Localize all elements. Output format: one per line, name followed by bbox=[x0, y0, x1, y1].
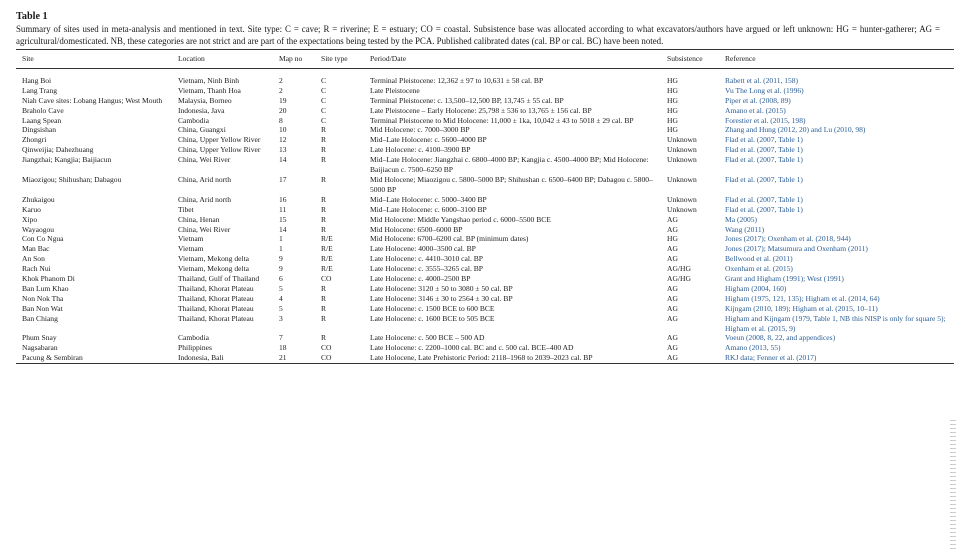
cell-site-type: C bbox=[321, 105, 327, 115]
cell-period: Late Holocene: 4000–3500 cal. BP bbox=[370, 244, 476, 254]
cell-site: Qinweijia; Dahezhuang bbox=[22, 145, 94, 155]
cell-site-type: R bbox=[321, 333, 327, 343]
header-subsistence: Subsistence bbox=[667, 54, 703, 63]
cell-subsistence: Unknown bbox=[667, 204, 697, 214]
cell-location: Cambodia bbox=[178, 333, 210, 343]
cell-map-no: 18 bbox=[279, 343, 287, 353]
cell-location: Vietnam, Mekong delta bbox=[178, 264, 250, 274]
cell-site: Rach Nui bbox=[22, 264, 51, 274]
cell-subsistence: AG/HG bbox=[667, 264, 691, 274]
cell-reference[interactable]: Oxenham et al. (2015) bbox=[725, 264, 793, 274]
cell-site: Pacung & Sembiran bbox=[22, 353, 83, 363]
cell-reference[interactable]: Flad et al. (2007, Table 1) bbox=[725, 204, 803, 214]
cell-location: China, Henan bbox=[178, 214, 220, 224]
cell-site: Niah Cave sites: Lobang Hangus; West Mouth bbox=[22, 95, 163, 105]
table-row bbox=[16, 304, 954, 314]
cell-location: Vietnam bbox=[178, 234, 204, 244]
cell-subsistence: Unknown bbox=[667, 194, 697, 204]
cell-site: Wayaogou bbox=[22, 224, 55, 234]
cell-reference[interactable]: Ma (2005) bbox=[725, 214, 758, 224]
cell-map-no: 1 bbox=[279, 234, 283, 244]
table-row bbox=[16, 264, 954, 274]
cell-subsistence: AG bbox=[667, 254, 678, 264]
cell-subsistence: Unknown bbox=[667, 155, 697, 165]
cell-map-no: 17 bbox=[279, 174, 287, 184]
cell-subsistence: HG bbox=[667, 115, 678, 125]
cell-site-type: R bbox=[321, 174, 327, 184]
cell-site-type: R/E bbox=[321, 254, 333, 264]
cell-reference[interactable]: Forestier et al. (2015, 198) bbox=[725, 115, 806, 125]
cell-subsistence: HG bbox=[667, 234, 678, 244]
cell-subsistence: HG bbox=[667, 75, 678, 85]
cell-subsistence: AG/HG bbox=[667, 274, 691, 284]
cell-period: Mid–Late Holocene: c. 6000–3100 BP bbox=[370, 204, 487, 214]
cell-period: Terminal Pleistocene: 12,362 ± 97 to 10,631 ± 58 cal. BP bbox=[370, 75, 544, 85]
cell-site-type: R bbox=[321, 283, 327, 293]
cell-subsistence: AG bbox=[667, 283, 678, 293]
cell-site: Man Bac bbox=[22, 244, 50, 254]
table-row bbox=[16, 135, 954, 145]
cell-map-no: 4 bbox=[279, 293, 283, 303]
cell-site: Ban Chiang bbox=[22, 313, 58, 323]
cell-reference[interactable]: Kijngam (2010, 189); Higham et al. (2015, 10–11) bbox=[725, 303, 878, 313]
cell-site: Nagsabaran bbox=[22, 343, 58, 353]
table-row bbox=[16, 106, 954, 116]
cell-subsistence: AG bbox=[667, 333, 678, 343]
cell-period: Mid–Late Holocene: Jiangzhai c. 6800–4000 BP; Kangjia c. 4500–4000 BP; Mid Holocene: Baijiacun c. 7500–6250 BP bbox=[370, 155, 649, 175]
table-row bbox=[16, 96, 954, 106]
cell-site-type: C bbox=[321, 75, 327, 85]
cell-location: China, Upper Yellow River bbox=[178, 135, 261, 145]
cell-site-type: R bbox=[321, 313, 327, 323]
cell-map-no: 20 bbox=[279, 105, 287, 115]
cell-site-type: R bbox=[321, 125, 327, 135]
cell-map-no: 6 bbox=[279, 274, 283, 284]
table-row bbox=[16, 215, 954, 225]
cell-site: Lang Trang bbox=[22, 85, 58, 95]
cell-period: Terminal Pleistocene to Mid Holocene: 11,000 ± 1ka, 10,042 ± 43 to 5018 ± 29 cal. BP bbox=[370, 115, 634, 125]
cell-reference[interactable]: Flad et al. (2007, Table 1) bbox=[725, 145, 803, 155]
cell-period: Mid Holocene; Miaozigou c. 5800–5000 BP; Shihushan c. 6500–6400 BP; Dabagou c. 5800–5000 BP bbox=[370, 174, 653, 194]
cell-subsistence: AG bbox=[667, 343, 678, 353]
cell-location: Thailand, Khorat Plateau bbox=[178, 283, 254, 293]
cell-period: Late Pleistocene bbox=[370, 85, 420, 95]
cell-location: China, Wei River bbox=[178, 155, 231, 165]
header-period: Period/Date bbox=[370, 54, 407, 63]
table-row bbox=[16, 274, 954, 284]
cell-location: Vietnam, Thanh Hoa bbox=[178, 85, 241, 95]
cell-map-no: 7 bbox=[279, 333, 283, 343]
cell-subsistence: AG bbox=[667, 244, 678, 254]
cell-period: Terminal Pleistocene: c. 13,500–12,500 BP, 13,745 ± 55 cal. BP bbox=[370, 95, 564, 105]
table-row bbox=[16, 86, 954, 96]
cell-map-no: 5 bbox=[279, 283, 283, 293]
cell-site: Khok Phanom Di bbox=[22, 274, 75, 284]
cell-reference[interactable]: Voeun (2008, 8, 22, and appendices) bbox=[725, 333, 836, 343]
table-row bbox=[16, 254, 954, 264]
cell-subsistence: HG bbox=[667, 105, 678, 115]
cell-reference[interactable]: Wang (2011) bbox=[725, 224, 765, 234]
cell-reference[interactable]: Jones (2017); Matsumura and Oxenham (2011) bbox=[725, 244, 868, 254]
header-map-no: Map no bbox=[279, 54, 303, 63]
cell-reference[interactable]: Amano et al. (2015) bbox=[725, 105, 786, 115]
cell-map-no: 10 bbox=[279, 125, 287, 135]
cell-site: Zhukaigou bbox=[22, 194, 55, 204]
cell-site: Ban Non Wat bbox=[22, 303, 63, 313]
cell-period: Late Holocene: c. 4100–3900 BP bbox=[370, 145, 471, 155]
cell-map-no: 2 bbox=[279, 75, 283, 85]
cell-site-type: CO bbox=[321, 274, 332, 284]
cell-map-no: 2 bbox=[279, 85, 283, 95]
header-site: Site bbox=[22, 54, 34, 63]
cell-location: Thailand, Gulf of Thailand bbox=[178, 274, 260, 284]
cell-site-type: R bbox=[321, 145, 327, 155]
cell-reference[interactable]: Flad et al. (2007, Table 1) bbox=[725, 155, 803, 165]
cell-reference[interactable]: Higham and Kijngam (1979, Table 1, NB this NISP is only for square 5); Higham et al. (2015, 9) bbox=[725, 313, 946, 333]
cell-period: Mid–Late Holocene: c. 5600–4000 BP bbox=[370, 135, 487, 145]
table-row bbox=[16, 314, 954, 334]
cell-reference[interactable]: Jones (2017); Oxenham et al. (2018, 944) bbox=[725, 234, 851, 244]
cell-period: Late Holocene: c. 2200–1000 cal. BC and c. 500 cal. BCE–400 AD bbox=[370, 343, 574, 353]
cell-period: Mid Holocene: c. 7000–3000 BP bbox=[370, 125, 470, 135]
cell-reference[interactable]: Flad et al. (2007, Table 1) bbox=[725, 174, 803, 184]
cell-location: China, Arid north bbox=[178, 194, 232, 204]
cell-location: China, Upper Yellow River bbox=[178, 145, 261, 155]
cell-reference[interactable]: Flad et al. (2007, Table 1) bbox=[725, 135, 803, 145]
cell-map-no: 1 bbox=[279, 244, 283, 254]
cell-location: Philippines bbox=[178, 343, 212, 353]
cell-site-type: R bbox=[321, 293, 327, 303]
table-row bbox=[16, 205, 954, 215]
cell-location: Cambodia bbox=[178, 115, 210, 125]
cell-map-no: 13 bbox=[279, 145, 287, 155]
cell-period: Late Holocene: c. 500 BCE – 500 AD bbox=[370, 333, 485, 343]
table-row bbox=[16, 343, 954, 353]
cell-site-type: C bbox=[321, 85, 327, 95]
table-row bbox=[16, 225, 954, 235]
cell-map-no: 9 bbox=[279, 254, 283, 264]
cell-site-type: R/E bbox=[321, 264, 333, 274]
cell-location: China, Guangxi bbox=[178, 125, 226, 135]
cell-site-type: R bbox=[321, 155, 327, 165]
cell-site: Laang Spean bbox=[22, 115, 62, 125]
cell-site: Phum Snay bbox=[22, 333, 57, 343]
cell-subsistence: AG bbox=[667, 313, 678, 323]
cell-map-no: 16 bbox=[279, 194, 287, 204]
cell-site-type: R bbox=[321, 214, 327, 224]
cell-site-type: R bbox=[321, 303, 327, 313]
cell-site: Xipo bbox=[22, 214, 38, 224]
cell-subsistence: HG bbox=[667, 95, 678, 105]
cell-site: Hang Boi bbox=[22, 75, 52, 85]
cell-site: Dingsishan bbox=[22, 125, 56, 135]
cell-period: Late Holocene, Late Prehistoric Period: 2118–1968 to 2039–2023 cal. BP bbox=[370, 353, 593, 363]
table-figure bbox=[16, 10, 946, 364]
cell-reference[interactable]: Vu The Long et al. (1996) bbox=[725, 85, 804, 95]
cell-location: Malaysia, Borneo bbox=[178, 95, 232, 105]
sites-table bbox=[16, 49, 954, 364]
cell-subsistence: AG bbox=[667, 224, 678, 234]
table-row bbox=[16, 294, 954, 304]
header-location: Location bbox=[178, 54, 205, 63]
table-row bbox=[16, 125, 954, 135]
header-site-type: Site type bbox=[321, 54, 348, 63]
cell-location: Tibet bbox=[178, 204, 194, 214]
cell-site: Miaozigou; Shihushan; Dabagou bbox=[22, 174, 122, 184]
table-row bbox=[16, 333, 954, 343]
cell-site: Non Nok Tha bbox=[22, 293, 64, 303]
cell-site-type: CO bbox=[321, 353, 332, 363]
table-row bbox=[16, 234, 954, 244]
cell-location: Vietnam, Mekong delta bbox=[178, 254, 250, 264]
cell-period: Late Holocene: c. 4000–2500 BP bbox=[370, 274, 471, 284]
table-row bbox=[16, 244, 954, 254]
cell-period: Late Holocene: c. 1600 BCE to 505 BCE bbox=[370, 313, 495, 323]
table-row bbox=[16, 155, 954, 175]
table-row bbox=[16, 195, 954, 205]
table-row bbox=[16, 116, 954, 126]
cell-period: Late Holocene: 3120 ± 50 to 3080 ± 50 cal. BP bbox=[370, 283, 513, 293]
cell-period: Mid Holocene: 6500–6000 BP bbox=[370, 224, 463, 234]
cell-site: Braholo Cave bbox=[22, 105, 64, 115]
cell-map-no: 8 bbox=[279, 115, 283, 125]
table-body bbox=[16, 68, 954, 363]
cell-site-type: R bbox=[321, 135, 327, 145]
cell-site-type: R bbox=[321, 194, 327, 204]
cell-map-no: 14 bbox=[279, 224, 287, 234]
table-caption: Summary of sites used in meta-analysis and mentioned in text. Site type: C = cave; R = riverine; E = estuary; CO = coastal. Subsistence base was allocated according to what excavators/authors have argued or left unknown: HG = hunter-gatherer; AG = agricultural/domesticated. NB, these categories are not strict and are part of the expectations being tested by the PCA. Published calibrated dates (cal. BP or cal. BC) have been noted. bbox=[16, 24, 940, 46]
cell-subsistence: HG bbox=[667, 125, 678, 135]
cell-reference[interactable]: Grant and Higham (1991); West (1991) bbox=[725, 274, 844, 284]
cell-map-no: 19 bbox=[279, 95, 287, 105]
cell-subsistence: AG bbox=[667, 214, 678, 224]
cell-site: Ban Lum Khao bbox=[22, 283, 69, 293]
cell-reference[interactable]: Zhang and Hung (2012, 20) and Lu (2010, 98) bbox=[725, 125, 866, 135]
cell-map-no: 15 bbox=[279, 214, 287, 224]
cell-map-no: 3 bbox=[279, 313, 283, 323]
cell-location: Vietnam, Ninh Binh bbox=[178, 75, 239, 85]
table-header-row bbox=[16, 50, 954, 69]
table-row bbox=[16, 145, 954, 155]
cell-period: Mid Holocene: 6700–6200 cal. BP (minimum dates) bbox=[370, 234, 529, 244]
table-label: Table 1 bbox=[16, 11, 48, 22]
cell-site: Karuo bbox=[22, 204, 41, 214]
cell-reference[interactable]: Bellwood et al. (2011) bbox=[725, 254, 793, 264]
cell-site-type: C bbox=[321, 115, 327, 125]
cell-location: Thailand, Khorat Plateau bbox=[178, 313, 254, 323]
cell-period: Late Holocene: c. 4410–3010 cal. BP bbox=[370, 254, 483, 264]
cell-site-type: R/E bbox=[321, 234, 333, 244]
cell-location: Indonesia, Bali bbox=[178, 353, 224, 363]
cell-map-no: 9 bbox=[279, 264, 283, 274]
cell-reference[interactable]: Piper et al. (2008, 89) bbox=[725, 95, 791, 105]
cell-map-no: 11 bbox=[279, 204, 287, 214]
cell-reference[interactable]: Rabett et al. (2011, 158) bbox=[725, 75, 799, 85]
cell-map-no: 5 bbox=[279, 303, 283, 313]
cell-site-type: R bbox=[321, 204, 327, 214]
cell-subsistence: Unknown bbox=[667, 174, 697, 184]
table-row bbox=[16, 68, 954, 85]
cell-site: Con Co Ngua bbox=[22, 234, 64, 244]
cell-subsistence: HG bbox=[667, 85, 678, 95]
cell-subsistence: Unknown bbox=[667, 135, 697, 145]
table-row bbox=[16, 175, 954, 195]
cell-site-type: C bbox=[321, 95, 327, 105]
cell-reference[interactable]: Higham (1975, 121, 135); Higham et al. (2014, 64) bbox=[725, 293, 880, 303]
header-reference: Reference bbox=[725, 54, 756, 63]
cell-site: Zhongri bbox=[22, 135, 47, 145]
cell-reference[interactable]: RKJ data; Fenner et al. (2017) bbox=[725, 353, 817, 363]
cell-site: An Son bbox=[22, 254, 45, 264]
table-row bbox=[16, 284, 954, 294]
cell-period: Late Pleistocene – Early Holocene: 25,798 ± 536 to 13,765 ± 156 cal. BP bbox=[370, 105, 592, 115]
cell-period: Late Holocene: c. 3555–3265 cal. BP bbox=[370, 264, 483, 274]
cell-location: China, Arid north bbox=[178, 174, 232, 184]
cell-location: Thailand, Khorat Plateau bbox=[178, 303, 254, 313]
cell-map-no: 12 bbox=[279, 135, 287, 145]
table-row bbox=[16, 353, 954, 363]
cell-subsistence: Unknown bbox=[667, 145, 697, 155]
cell-period: Late Holocene: 3146 ± 30 to 2564 ± 30 cal. BP bbox=[370, 293, 513, 303]
cell-site: Jiangzhai; Kangjia; Baijiacun bbox=[22, 155, 112, 165]
cell-period: Mid–Late Holocene: c. 5000–3400 BP bbox=[370, 194, 487, 204]
cell-site-type: R/E bbox=[321, 244, 333, 254]
cell-subsistence: AG bbox=[667, 293, 678, 303]
cell-period: Mid Holocene: Middle Yangshao period c. 6000–5500 BCE bbox=[370, 214, 551, 224]
cell-reference[interactable]: Amano (2013, 55) bbox=[725, 343, 781, 353]
cell-reference[interactable]: Flad et al. (2007, Table 1) bbox=[725, 194, 803, 204]
cell-site-type: CO bbox=[321, 343, 332, 353]
cell-map-no: 14 bbox=[279, 155, 287, 165]
cell-location: Indonesia, Java bbox=[178, 105, 225, 115]
cell-location: Vietnam bbox=[178, 244, 204, 254]
cell-subsistence: AG bbox=[667, 353, 678, 363]
cell-reference[interactable]: Higham (2004, 160) bbox=[725, 283, 787, 293]
page-edge-decoration bbox=[950, 420, 956, 550]
cell-location: China, Wei River bbox=[178, 224, 231, 234]
cell-location: Thailand, Khorat Plateau bbox=[178, 293, 254, 303]
cell-period: Late Holocene: c. 1500 BCE to 600 BCE bbox=[370, 303, 495, 313]
cell-site-type: R bbox=[321, 224, 327, 234]
cell-subsistence: AG bbox=[667, 303, 678, 313]
cell-map-no: 21 bbox=[279, 353, 287, 363]
